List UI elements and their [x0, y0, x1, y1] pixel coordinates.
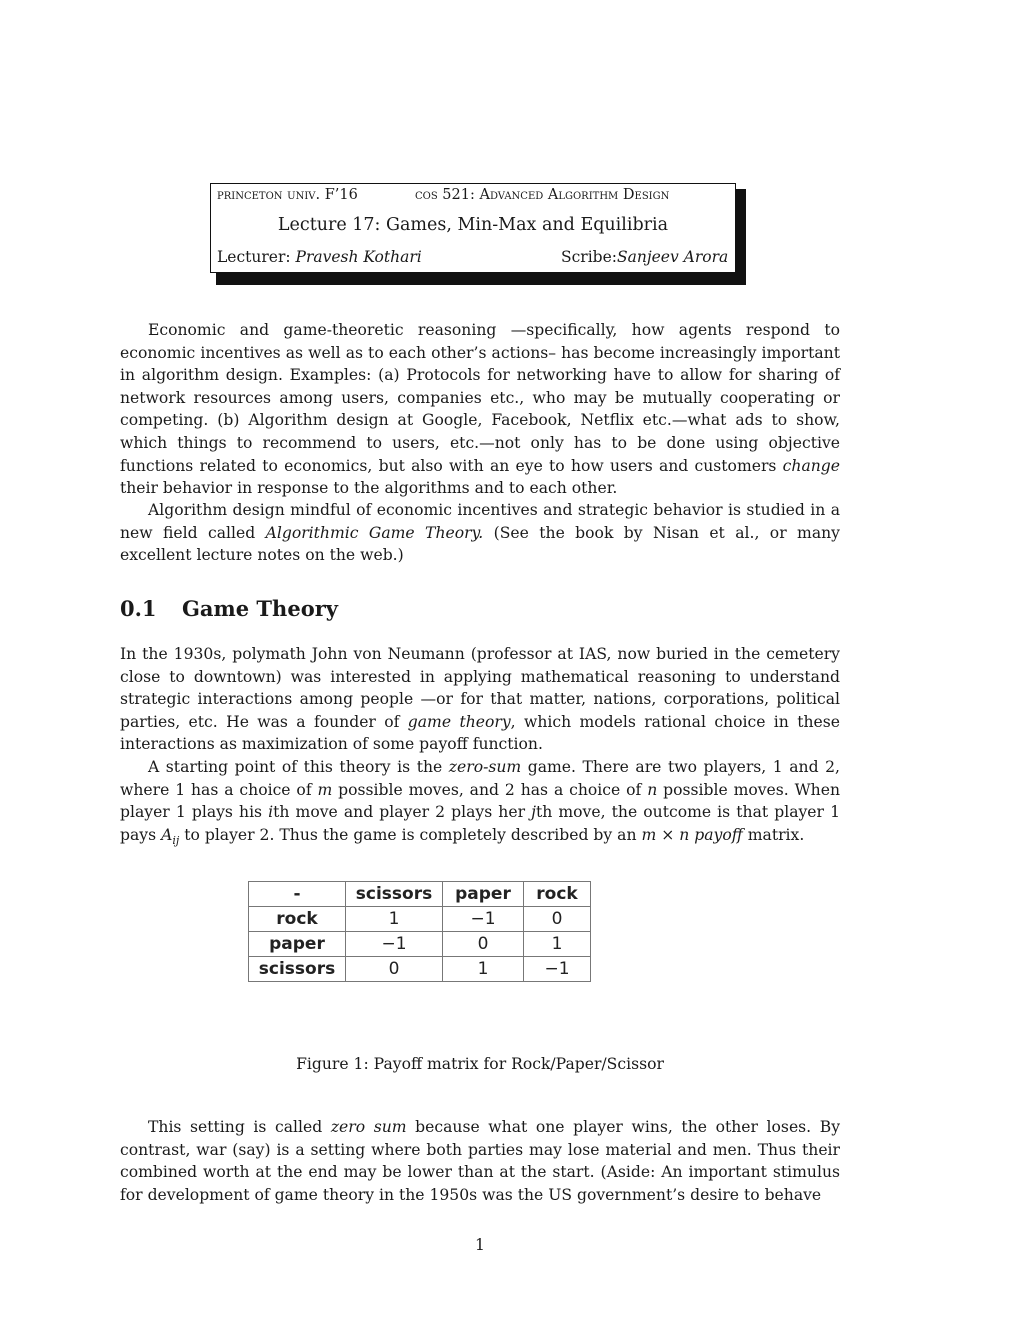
- intro-paragraph-2: Algorithm design mindful of economic incentives and strategic behavior is studied in a new field called Algorithmic Game Theory. (See the book by Nisan et al., or many excellent lecture notes on the web.): [120, 501, 840, 565]
- section-paragraph-1: In the 1930s, polymath John von Neumann (professor at IAS, now buried in the cemetery close to downtown) was interested in applying mathematical reasoning to understand strategic interactions among people —or for that matter, nations, corporations, political parties, etc. He was a founder of game theory, which models rational choice in these interactions as maximization of some payoff function.: [120, 645, 840, 754]
- section-number: 0.1: [120, 596, 157, 621]
- lecturer-line: [217, 248, 422, 266]
- lecture-header-box: [210, 183, 736, 273]
- table-cell: −1: [524, 957, 591, 982]
- table-cell: 1: [346, 907, 443, 932]
- lecture-title: Lecture 17: Games, Min-Max and Equilibria: [277, 215, 669, 235]
- row-label-cell: paper: [249, 932, 346, 957]
- table-cell: 0: [346, 957, 443, 982]
- table-cell: 1: [524, 932, 591, 957]
- table-header-cell: scissors: [346, 882, 443, 907]
- table-cell: 0: [524, 907, 591, 932]
- table-header-cell: -: [249, 882, 346, 907]
- section-paragraph-2: A starting point of this theory is the zero-sum game. There are two players, 1 and 2, where 1 has a choice of m possible moves, and 2 has a choice of n possible moves. When player 1 plays his ith move and player 2 plays her jth move, the outcome is that player 1 pays $A_{ij}$ to player 2. Thus the game is completely described by an m × n payoff matrix.: [120, 758, 840, 847]
- table-cell: −1: [346, 932, 443, 957]
- section-title: Game Theory: [182, 596, 338, 621]
- course-name: cos 521: Advanced Algorithm Design: [415, 187, 670, 203]
- figure-caption: Figure 1: Payoff matrix for Rock/Paper/Scissor: [296, 1055, 664, 1073]
- table-cell: 1: [443, 957, 524, 982]
- row-label-cell: rock: [249, 907, 346, 932]
- closing-paragraph: This setting is called zero sum because what one player wins, the other loses. By contrast, war (say) is a setting where both parties may lose material and men. Thus their combined worth at the end may be lower than at the start. (Aside: An important stimulus for development of game theory in the 1950s was the US government’s desire to behave: [120, 1118, 841, 1204]
- table-row: [249, 907, 591, 932]
- scribe-name: Sanjeev Arora: [616, 248, 729, 266]
- payoff-matrix-table: [248, 881, 591, 982]
- lecturer-name: Pravesh Kothari: [295, 248, 422, 266]
- table-row: [249, 932, 591, 957]
- page-number: 1: [475, 1236, 485, 1254]
- table-header-row: [249, 882, 591, 907]
- course-university: princeton univ. F’16: [217, 187, 358, 203]
- table-header-cell: paper: [443, 882, 524, 907]
- scribe-label: Scribe:: [561, 248, 617, 266]
- scribe-line: [561, 248, 728, 266]
- lecturer-label: Lecturer:: [217, 248, 291, 266]
- section-heading: [120, 596, 338, 621]
- table-header-cell: rock: [524, 882, 591, 907]
- intro-paragraph-1: Economic and game-theoretic reasoning —specifically, how agents respond to economic incentives as well as to each other’s actions– has become increasingly important in algorithm design. Examples: (a) Protocols for networking have to allow for sharing of network resources among users, companies etc., who may be mutually cooperating or competing. (b) Algorithm design at Google, Facebook, Netflix etc.—what ads to show, which things to recommend to users, etc.—not only has to be done using objective functions related to economics, but also with an eye to how users and customers change their behavior in response to the algorithms and to each other.: [120, 321, 840, 498]
- table-row: [249, 957, 591, 982]
- table-cell: 0: [443, 932, 524, 957]
- row-label-cell: scissors: [249, 957, 346, 982]
- table-cell: −1: [443, 907, 524, 932]
